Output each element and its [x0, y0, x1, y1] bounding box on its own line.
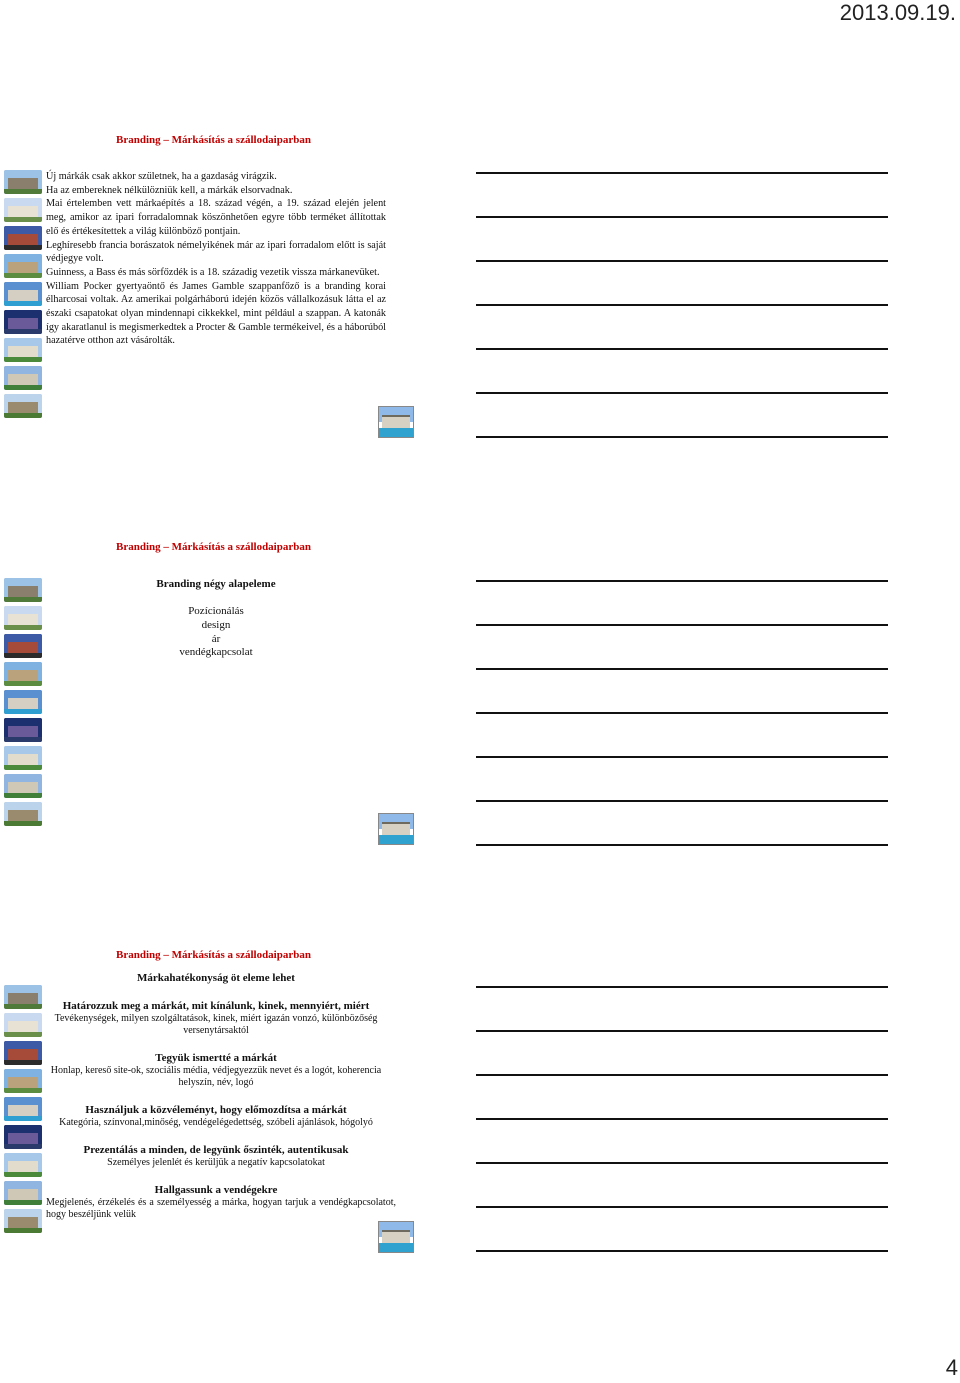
- hotel-photo-icon: [4, 282, 42, 306]
- hotel-photo-icon: [4, 985, 42, 1009]
- section: [46, 1000, 386, 1038]
- hotel-photo-icon: [4, 1097, 42, 1121]
- note-line: [476, 1206, 888, 1208]
- paragraph: Guinness, a Bass és más sörfőzdék is a 18. századig vezetik vissza márkanevüket.: [46, 266, 380, 278]
- list-item: ár: [211, 632, 221, 645]
- section: [46, 1144, 386, 1169]
- hotel-logo-icon: [378, 1221, 414, 1253]
- slide-body: [46, 170, 386, 348]
- note-line: [476, 668, 888, 670]
- hotel-logo-icon: [378, 406, 414, 438]
- note-line: [476, 1250, 888, 1252]
- note-line: [476, 216, 888, 218]
- slide-title: Branding – Márkásítás a szállodaiparban: [116, 134, 311, 146]
- slide-title: Branding – Márkásítás a szállodaiparban: [116, 949, 311, 961]
- hotel-photo-icon: [4, 606, 42, 630]
- section-desc: Megjelenés, érzékelés és a személyesség a márka, hogyan tarjuk a vendégkapcsolatot, hogy beszéljünk velük: [46, 1196, 396, 1220]
- hotel-photo-icon: [4, 802, 42, 826]
- hotel-photo-icon: [4, 394, 42, 418]
- hotel-photo-icon: [4, 226, 42, 250]
- section-desc: Kategória, színvonal,minőség, vendégelégedettség, szóbeli ajánlások, hógolyó: [59, 1116, 373, 1128]
- note-line: [476, 580, 888, 582]
- hotel-photo-icon: [4, 1153, 42, 1177]
- note-line: [476, 392, 888, 394]
- hotel-photo-icon: [4, 1069, 42, 1093]
- hotel-photo-icon: [4, 366, 42, 390]
- hotel-photo-icon: [4, 1125, 42, 1149]
- hotel-photo-icon: [4, 774, 42, 798]
- hotel-photo-icon: [4, 310, 42, 334]
- hotel-photo-icon: [4, 690, 42, 714]
- section-heading: Prezentálás a minden, de legyünk őszinték, autentikusak: [83, 1144, 349, 1156]
- note-line: [476, 800, 888, 802]
- list-item: Pozícionálás: [188, 605, 244, 617]
- note-line: [476, 624, 888, 626]
- paragraph: Leghíresebb francia borászatok némelyikének már az ipari forradalom előtt is saját védjegye volt.: [46, 239, 386, 265]
- paragraph: Új márkák csak akkor születnek, ha a gazdaság virágzik.: [46, 171, 277, 182]
- paragraph: Mai értelemben vett márkaépítés a 18. század végén, a 19. század elején jelent meg, amikor az ipari forradalomnak köszönhetően egyre több terméket állítottak elő és értékesítettek a világ különböző pontjain.: [46, 198, 386, 237]
- note-line: [476, 986, 888, 988]
- slide-heading: Branding négy alapeleme: [156, 578, 276, 590]
- note-line: [476, 1030, 888, 1032]
- thumbnail-strip: [4, 985, 44, 1237]
- slide-heading: Márkahatékonyság öt eleme lehet: [137, 972, 295, 984]
- hotel-photo-icon: [4, 578, 42, 602]
- paragraph: Ha az embereknek nélkülözniük kell, a márkák elsorvadnak.: [46, 184, 293, 196]
- note-line: [476, 260, 888, 262]
- hotel-photo-icon: [4, 1041, 42, 1065]
- note-line: [476, 844, 888, 846]
- section: [46, 1104, 386, 1129]
- thumbnail-strip: [4, 578, 44, 830]
- hotel-photo-icon: [4, 634, 42, 658]
- note-line: [476, 348, 888, 350]
- section: [46, 1184, 396, 1222]
- section-desc: Honlap, kereső site-ok, szociális média, védjegyezzük nevet és a logót, koherencia helyszín, név, logó: [50, 1064, 382, 1088]
- section-heading: Határozzuk meg a márkát, mit kínálunk, kinek, mennyiért, miért: [62, 1000, 370, 1012]
- thumbnail-strip: [4, 170, 44, 422]
- paragraph: William Pocker gyertyaöntő és James Gamble szappanfőző is a branding korai élharcosai voltak. Az amerikai polgárháború idején közös vállalkozásuk látta el az északi csapatokat olyan mindennapi cikkekkel, mint például a szappan. A katonák így akaratlanul is megismerkedtek a Procter & Gamble termékeivel, és a háborúból hazatérve otthon azt vásárolták.: [46, 280, 386, 347]
- note-line: [476, 1162, 888, 1164]
- slide-title: Branding – Márkásítás a szállodaiparban: [116, 541, 311, 553]
- section-heading: Tegyük ismertté a márkát: [155, 1052, 277, 1064]
- note-line: [476, 304, 888, 306]
- hotel-photo-icon: [4, 662, 42, 686]
- hotel-photo-icon: [4, 338, 42, 362]
- section-desc: Tevékenységek, milyen szolgáltatások, kinek, miért igazán vonzó, különbözőség versenytársaktól: [54, 1012, 378, 1036]
- note-line: [476, 1118, 888, 1120]
- section-heading: Hallgassunk a vendégekre: [154, 1184, 278, 1196]
- hotel-photo-icon: [4, 1209, 42, 1233]
- section: [46, 1052, 386, 1090]
- page-number: 4: [945, 1355, 958, 1380]
- hotel-photo-icon: [4, 1013, 42, 1037]
- hotel-photo-icon: [4, 718, 42, 742]
- note-line: [476, 436, 888, 438]
- hotel-logo-icon: [378, 813, 414, 845]
- hotel-photo-icon: [4, 1181, 42, 1205]
- note-line: [476, 1074, 888, 1076]
- section-heading: Használjuk a közvéleményt, hogy előmozdítsa a márkát: [85, 1104, 347, 1116]
- note-line: [476, 172, 888, 174]
- hotel-photo-icon: [4, 170, 42, 194]
- note-line: [476, 712, 888, 714]
- element-list: [46, 605, 386, 660]
- hotel-photo-icon: [4, 746, 42, 770]
- section-desc: Személyes jelenlét és kerüljük a negatív kapcsolatokat: [107, 1156, 325, 1168]
- hotel-photo-icon: [4, 198, 42, 222]
- hotel-photo-icon: [4, 254, 42, 278]
- page-date: 2013.09.19.: [839, 0, 956, 25]
- note-line: [476, 756, 888, 758]
- list-item: design: [201, 618, 231, 631]
- list-item: vendégkapcsolat: [179, 646, 253, 659]
